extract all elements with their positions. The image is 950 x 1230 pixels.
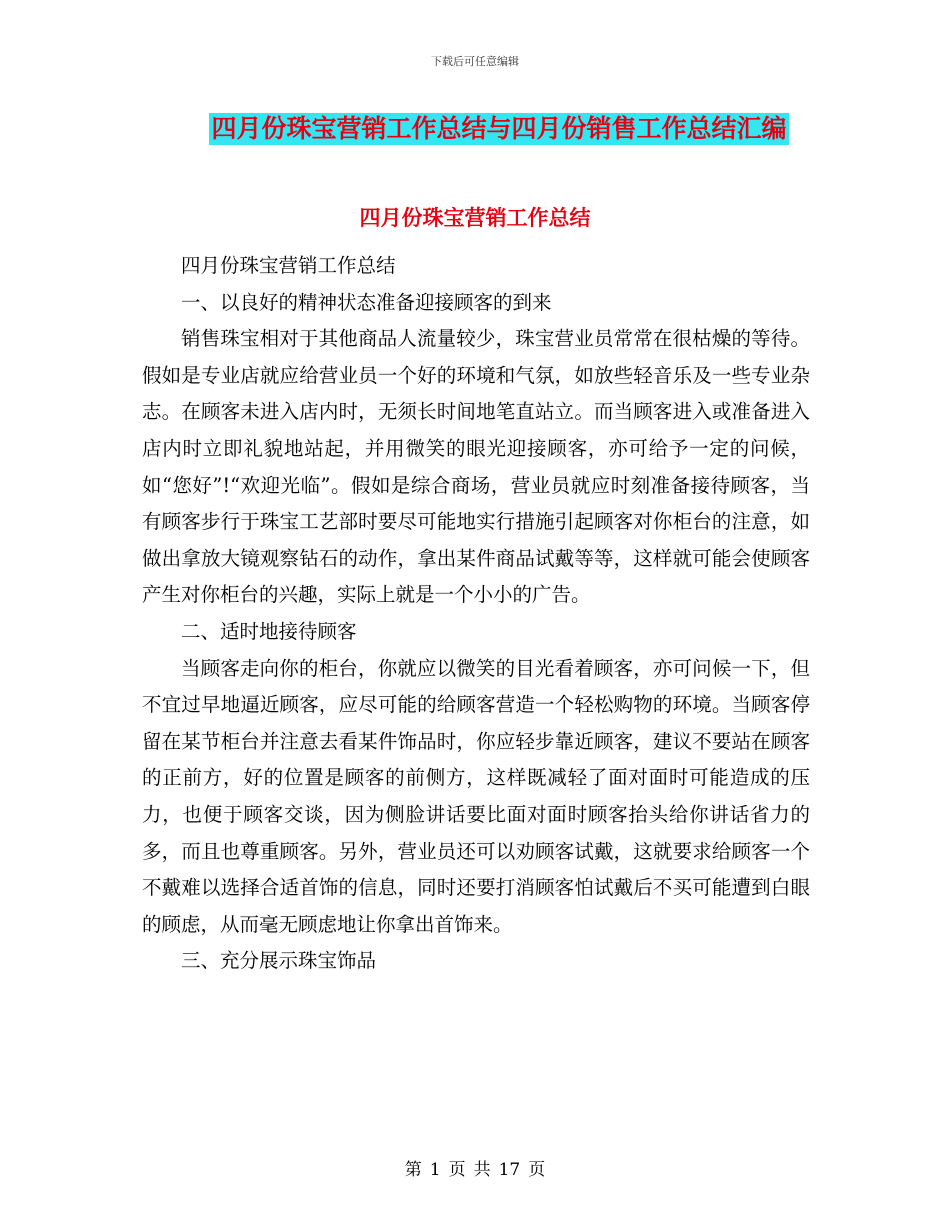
document-body [142,248,810,980]
footer-page-prefix: 第 [404,1160,422,1180]
page-footer [0,1155,950,1180]
footer-total-pages: 17 [498,1160,521,1180]
main-title-container [0,113,950,145]
paragraph-heading-3: 三、充分展示珠宝饰品 [181,949,377,973]
paragraph-heading-1: 一、以良好的精神状态准备迎接顾客的到来 [181,290,552,314]
paragraph-body-1: 销售珠宝相对于其他商品人流量较少，珠宝营业员常常在很枯燥的等待。假如是专业店就应给营业员一个好的环境和气氛，如放些轻音乐及一些专业杂志。在顾客未进入店内时，无须长时间地笔直站立。而当顾客进入或准备进入店内时立即礼貌地站起，并用微笑的眼光迎接顾客，亦可给予一定的问候，如“您好”!“欢迎光临”。假如是综合商场，营业员就应时刻准备接待顾客，当有顾客步行于珠宝工艺部时要尽可能地实行措施引起顾客对你柜台的注意，如做出拿放大镜观察钻石的动作，拿出某件商品试戴等等，这样就可能会使顾客产生对你柜台的兴趣，实际上就是一个小小的广告。 [142,327,810,607]
paragraph-body-2: 当顾客走向你的柜台，你就应以微笑的目光看着顾客，亦可问候一下，但不宜过早地逼近顾客，应尽可能的给顾客营造一个轻松购物的环境。当顾客停留在某节柜台并注意去看某件饰品时，你应轻步靠近顾客，建议不要站在顾客的正前方，好的位置是顾客的前侧方，这样既减轻了面对面时可能造成的压力，也便于顾客交谈，因为侧脸讲话要比面对面时顾客抬头给你讲话省力的多，而且也尊重顾客。另外，营业员还可以劝顾客试戴，这就要求给顾客一个不戴难以选择合适首饰的信息，同时还要打消顾客怕试戴后不买可能遭到白眼的顾虑，从而毫无顾虑地让你拿出首饰来。 [142,656,810,936]
paragraph-doc-heading: 四月份珠宝营销工作总结 [181,254,396,277]
paragraph-heading-2: 二、适时地接待顾客 [181,619,357,643]
footer-page-number: 1 [429,1160,441,1180]
section-title: 四月份珠宝营销工作总结 [359,206,591,230]
page-header-note: 下载后可任意编辑 [431,55,519,68]
document-main-title: 四月份珠宝营销工作总结与四月份销售工作总结汇编 [211,114,787,143]
footer-total-suffix: 页 [528,1160,546,1180]
footer-page-label: 页 [448,1160,466,1180]
footer-total-prefix: 共 [473,1160,491,1180]
